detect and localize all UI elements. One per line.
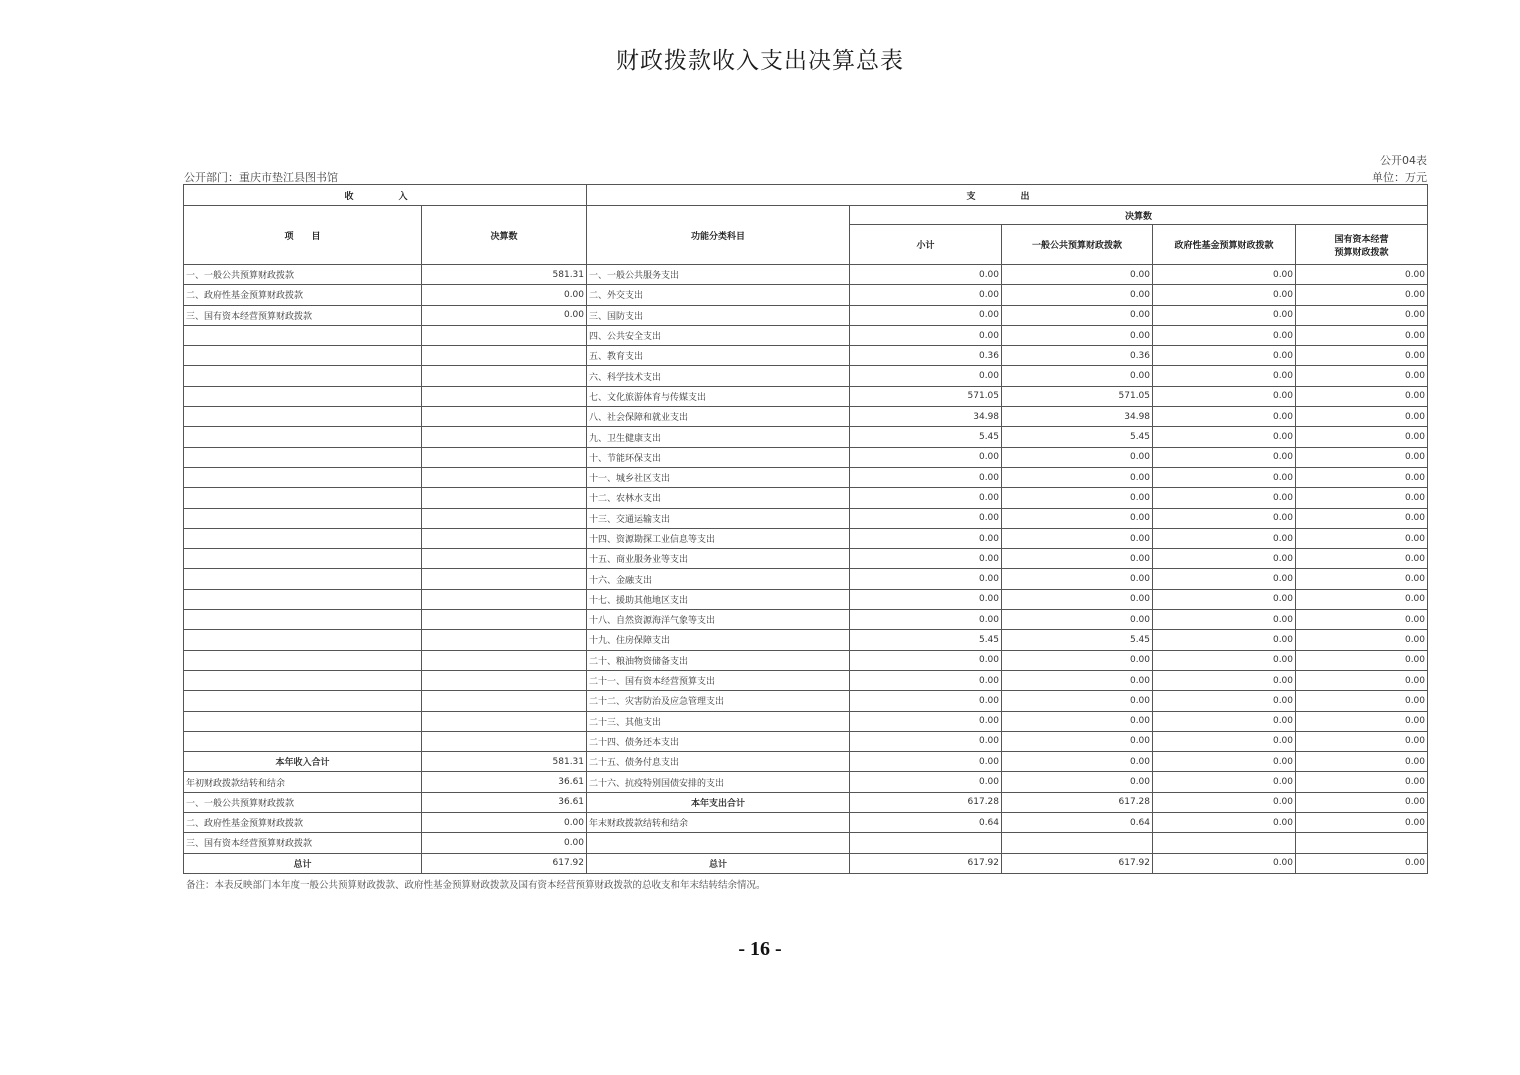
subtotal-cell: 0.00	[850, 589, 1002, 609]
income-amount-cell	[422, 346, 587, 366]
income-item-cell: 一、一般公共预算财政拨款	[184, 265, 422, 285]
fund-budget-cell: 0.00	[1153, 386, 1296, 406]
table-row	[184, 508, 1428, 528]
table-row	[184, 447, 1428, 467]
state-capital-cell	[1296, 833, 1428, 853]
income-amount-cell	[422, 670, 587, 690]
state-capital-cell: 0.00	[1296, 691, 1428, 711]
general-budget-cell: 5.45	[1002, 630, 1153, 650]
table-row	[184, 731, 1428, 751]
fund-budget-cell: 0.00	[1153, 508, 1296, 528]
state-capital-cell: 0.00	[1296, 427, 1428, 447]
income-item-cell	[184, 346, 422, 366]
subtotal-cell: 34.98	[850, 407, 1002, 427]
income-item-cell	[184, 407, 422, 427]
income-amount-cell	[422, 610, 587, 630]
fund-budget-cell: 0.00	[1153, 711, 1296, 731]
table-row	[184, 752, 1428, 772]
income-item-cell: 三、国有资本经营预算财政拨款	[184, 833, 422, 853]
table-row	[184, 386, 1428, 406]
fund-budget-cell: 0.00	[1153, 285, 1296, 305]
expense-item-cell: 十八、自然资源海洋气象等支出	[587, 610, 850, 630]
table-row	[184, 833, 1428, 853]
general-budget-cell: 571.05	[1002, 386, 1153, 406]
subtotal-cell: 0.00	[850, 285, 1002, 305]
subtotal-cell: 0.00	[850, 731, 1002, 751]
income-amount-cell	[422, 549, 587, 569]
subtotal-cell: 0.00	[850, 305, 1002, 325]
fund-budget-cell: 0.00	[1153, 630, 1296, 650]
subtotal-cell: 0.00	[850, 549, 1002, 569]
fund-budget-cell: 0.00	[1153, 589, 1296, 609]
expense-item-cell: 二十二、灾害防治及应急管理支出	[587, 691, 850, 711]
general-budget-cell: 34.98	[1002, 407, 1153, 427]
general-budget-cell: 0.00	[1002, 711, 1153, 731]
state-capital-cell: 0.00	[1296, 752, 1428, 772]
state-capital-cell: 0.00	[1296, 305, 1428, 325]
income-amount-cell: 0.00	[422, 813, 587, 833]
income-amount-cell	[422, 467, 587, 487]
fund-budget-cell: 0.00	[1153, 853, 1296, 873]
page-title: 财政拨款收入支出决算总表	[616, 48, 904, 74]
expense-item-cell: 十一、城乡社区支出	[587, 467, 850, 487]
state-header: 国有资本经营 预算财政拨款	[1296, 225, 1428, 265]
fund-budget-cell: 0.00	[1153, 792, 1296, 812]
income-item-cell	[184, 386, 422, 406]
income-amount-cell	[422, 650, 587, 670]
fund-budget-cell: 0.00	[1153, 366, 1296, 386]
general-budget-cell: 0.00	[1002, 285, 1153, 305]
income-item-cell	[184, 711, 422, 731]
income-amount-cell	[422, 691, 587, 711]
income-item-cell: 一、一般公共预算财政拨款	[184, 792, 422, 812]
department-label: 公开部门：重庆市垫江县图书馆	[184, 171, 338, 184]
fund-budget-cell: 0.00	[1153, 691, 1296, 711]
income-item-cell	[184, 325, 422, 345]
income-item-cell	[184, 366, 422, 386]
income-item-cell: 二、政府性基金预算财政拨款	[184, 285, 422, 305]
fund-budget-cell: 0.00	[1153, 731, 1296, 751]
subtotal-cell: 617.92	[850, 853, 1002, 873]
budget-table	[183, 184, 1428, 874]
state-capital-cell: 0.00	[1296, 346, 1428, 366]
income-item-cell: 年初财政拨款结转和结余	[184, 772, 422, 792]
income-item-cell	[184, 427, 422, 447]
fund-budget-cell: 0.00	[1153, 752, 1296, 772]
subtotal-cell: 0.00	[850, 528, 1002, 548]
income-amount-cell	[422, 407, 587, 427]
subtotal-cell: 5.45	[850, 630, 1002, 650]
subtotal-cell: 0.00	[850, 569, 1002, 589]
table-row	[184, 549, 1428, 569]
table-row	[184, 711, 1428, 731]
general-budget-cell: 0.00	[1002, 366, 1153, 386]
subtotal-cell: 0.00	[850, 508, 1002, 528]
subtotal-cell: 0.00	[850, 772, 1002, 792]
fund-header: 政府性基金预算财政拨款	[1153, 225, 1296, 265]
state-capital-cell: 0.00	[1296, 488, 1428, 508]
general-budget-cell: 0.00	[1002, 305, 1153, 325]
general-budget-cell: 0.00	[1002, 610, 1153, 630]
income-item-cell	[184, 549, 422, 569]
table-row	[184, 488, 1428, 508]
table-row	[184, 366, 1428, 386]
expense-item-cell: 四、公共安全支出	[587, 325, 850, 345]
income-item-cell	[184, 610, 422, 630]
income-amount-cell	[422, 711, 587, 731]
general-budget-cell: 0.00	[1002, 752, 1153, 772]
table-row	[184, 670, 1428, 690]
table-code: 公开04表	[1380, 154, 1427, 167]
state-capital-cell: 0.00	[1296, 670, 1428, 690]
table-row	[184, 569, 1428, 589]
income-amount-cell	[422, 731, 587, 751]
expense-item-cell: 十四、资源勘探工业信息等支出	[587, 528, 850, 548]
general-budget-cell: 617.92	[1002, 853, 1153, 873]
subtotal-cell: 0.00	[850, 467, 1002, 487]
unit-label: 单位：万元	[1372, 171, 1427, 184]
fund-budget-cell: 0.00	[1153, 610, 1296, 630]
table-row	[184, 650, 1428, 670]
item-header: 项 目	[184, 206, 422, 265]
expense-item-cell: 二十、粮油物资储备支出	[587, 650, 850, 670]
fund-budget-cell: 0.00	[1153, 813, 1296, 833]
table-row	[184, 792, 1428, 812]
expense-item-cell: 二十一、国有资本经营预算支出	[587, 670, 850, 690]
general-budget-cell: 0.00	[1002, 670, 1153, 690]
subtotal-cell: 0.00	[850, 711, 1002, 731]
state-capital-cell: 0.00	[1296, 366, 1428, 386]
fund-budget-cell: 0.00	[1153, 427, 1296, 447]
general-budget-cell: 0.00	[1002, 265, 1153, 285]
state-capital-cell: 0.00	[1296, 549, 1428, 569]
final-header: 决算数	[850, 206, 1428, 225]
expense-item-cell: 十三、交通运输支出	[587, 508, 850, 528]
subtotal-cell: 0.00	[850, 366, 1002, 386]
table-row	[184, 853, 1428, 873]
table-row	[184, 772, 1428, 792]
page-number: - 16 -	[738, 938, 782, 960]
expense-item-cell: 十五、商业服务业等支出	[587, 549, 850, 569]
table-row	[184, 610, 1428, 630]
general-budget-cell: 0.00	[1002, 447, 1153, 467]
income-item-cell	[184, 630, 422, 650]
income-amount-cell: 581.31	[422, 265, 587, 285]
subtotal-cell: 0.00	[850, 752, 1002, 772]
income-item-cell: 本年收入合计	[184, 752, 422, 772]
general-budget-cell: 0.00	[1002, 569, 1153, 589]
expense-item-cell: 五、教育支出	[587, 346, 850, 366]
income-item-cell	[184, 528, 422, 548]
table-row	[184, 285, 1428, 305]
expense-item-cell: 二十六、抗疫特别国债安排的支出	[587, 772, 850, 792]
fund-budget-cell: 0.00	[1153, 467, 1296, 487]
general-budget-cell: 5.45	[1002, 427, 1153, 447]
state-capital-cell: 0.00	[1296, 407, 1428, 427]
income-amount-cell: 0.00	[422, 305, 587, 325]
state-capital-cell: 0.00	[1296, 772, 1428, 792]
state-capital-cell: 0.00	[1296, 630, 1428, 650]
table-row	[184, 691, 1428, 711]
subtotal-cell: 617.28	[850, 792, 1002, 812]
state-capital-cell: 0.00	[1296, 853, 1428, 873]
income-amount-cell: 617.92	[422, 853, 587, 873]
table-row	[184, 467, 1428, 487]
table-row	[184, 346, 1428, 366]
general-budget-cell: 617.28	[1002, 792, 1153, 812]
fund-budget-cell: 0.00	[1153, 447, 1296, 467]
state-capital-cell: 0.00	[1296, 569, 1428, 589]
state-capital-cell: 0.00	[1296, 711, 1428, 731]
income-item-cell	[184, 447, 422, 467]
income-amount-cell: 36.61	[422, 772, 587, 792]
expense-item-cell: 十九、住房保障支出	[587, 630, 850, 650]
expense-item-cell: 七、文化旅游体育与传媒支出	[587, 386, 850, 406]
general-budget-cell: 0.00	[1002, 528, 1153, 548]
income-item-cell	[184, 589, 422, 609]
income-item-cell	[184, 508, 422, 528]
income-amount-cell	[422, 447, 587, 467]
general-budget-cell: 0.00	[1002, 549, 1153, 569]
fund-budget-cell: 0.00	[1153, 265, 1296, 285]
fund-budget-cell: 0.00	[1153, 488, 1296, 508]
table-row	[184, 325, 1428, 345]
income-amount-cell	[422, 528, 587, 548]
income-item-cell	[184, 691, 422, 711]
subtotal-cell	[850, 833, 1002, 853]
fund-budget-cell: 0.00	[1153, 772, 1296, 792]
subtotal-cell: 5.45	[850, 427, 1002, 447]
income-item-cell: 总计	[184, 853, 422, 873]
state-capital-cell: 0.00	[1296, 386, 1428, 406]
income-amount-cell: 36.61	[422, 792, 587, 812]
income-amount-cell	[422, 488, 587, 508]
state-capital-cell: 0.00	[1296, 589, 1428, 609]
income-item-cell	[184, 488, 422, 508]
table-row	[184, 528, 1428, 548]
general-header: 一般公共预算财政拨款	[1002, 225, 1153, 265]
fund-budget-cell: 0.00	[1153, 305, 1296, 325]
table-row	[184, 305, 1428, 325]
income-amount-cell	[422, 630, 587, 650]
table-row	[184, 589, 1428, 609]
general-budget-cell: 0.00	[1002, 325, 1153, 345]
subtotal-cell: 571.05	[850, 386, 1002, 406]
state-capital-cell: 0.00	[1296, 610, 1428, 630]
subtotal-header: 小计	[850, 225, 1002, 265]
fund-budget-cell: 0.00	[1153, 528, 1296, 548]
general-budget-cell	[1002, 833, 1153, 853]
fund-budget-cell: 0.00	[1153, 549, 1296, 569]
expense-header: 支 出	[587, 185, 1428, 206]
income-amount-cell	[422, 569, 587, 589]
subtotal-cell: 0.00	[850, 488, 1002, 508]
expense-item-cell: 二十三、其他支出	[587, 711, 850, 731]
expense-item-cell: 十七、援助其他地区支出	[587, 589, 850, 609]
income-amount-cell	[422, 325, 587, 345]
income-item-cell: 三、国有资本经营预算财政拨款	[184, 305, 422, 325]
state-capital-cell: 0.00	[1296, 731, 1428, 751]
general-budget-cell: 0.00	[1002, 731, 1153, 751]
state-capital-cell: 0.00	[1296, 265, 1428, 285]
income-item-cell	[184, 650, 422, 670]
general-budget-cell: 0.00	[1002, 467, 1153, 487]
subtotal-cell: 0.00	[850, 610, 1002, 630]
expense-item-cell: 二、外交支出	[587, 285, 850, 305]
expense-item-cell: 十、节能环保支出	[587, 447, 850, 467]
income-amount-cell	[422, 589, 587, 609]
fund-budget-cell: 0.00	[1153, 407, 1296, 427]
general-budget-cell: 0.00	[1002, 650, 1153, 670]
income-amount-cell	[422, 386, 587, 406]
expense-item-cell: 总计	[587, 853, 850, 873]
general-budget-cell: 0.00	[1002, 691, 1153, 711]
state-capital-cell: 0.00	[1296, 792, 1428, 812]
amount-header: 决算数	[422, 206, 587, 265]
footnote: 备注：本表反映部门本年度一般公共预算财政拨款、政府性基金预算财政拨款及国有资本经营预算财政拨款的总收支和年末结转结余情况。	[186, 880, 766, 891]
general-budget-cell: 0.36	[1002, 346, 1153, 366]
income-item-cell	[184, 731, 422, 751]
subtotal-cell: 0.64	[850, 813, 1002, 833]
income-amount-cell: 0.00	[422, 833, 587, 853]
income-amount-cell: 0.00	[422, 285, 587, 305]
income-amount-cell	[422, 508, 587, 528]
income-amount-cell	[422, 366, 587, 386]
expense-item-cell: 十二、农林水支出	[587, 488, 850, 508]
table-row	[184, 630, 1428, 650]
income-item-cell	[184, 467, 422, 487]
state-capital-cell: 0.00	[1296, 528, 1428, 548]
table-row	[184, 407, 1428, 427]
fund-budget-cell: 0.00	[1153, 670, 1296, 690]
fund-budget-cell: 0.00	[1153, 346, 1296, 366]
state-capital-cell: 0.00	[1296, 447, 1428, 467]
income-item-cell	[184, 569, 422, 589]
expense-item-cell: 本年支出合计	[587, 792, 850, 812]
subtotal-cell: 0.00	[850, 265, 1002, 285]
func-header: 功能分类科目	[587, 206, 850, 265]
subtotal-cell: 0.00	[850, 691, 1002, 711]
state-capital-cell: 0.00	[1296, 508, 1428, 528]
subtotal-cell: 0.00	[850, 325, 1002, 345]
fund-budget-cell: 0.00	[1153, 650, 1296, 670]
expense-item-cell: 九、卫生健康支出	[587, 427, 850, 447]
expense-item-cell: 六、科学技术支出	[587, 366, 850, 386]
general-budget-cell: 0.64	[1002, 813, 1153, 833]
general-budget-cell: 0.00	[1002, 772, 1153, 792]
subtotal-cell: 0.36	[850, 346, 1002, 366]
general-budget-cell: 0.00	[1002, 488, 1153, 508]
state-capital-cell: 0.00	[1296, 650, 1428, 670]
fund-budget-cell	[1153, 833, 1296, 853]
income-amount-cell: 581.31	[422, 752, 587, 772]
income-item-cell	[184, 670, 422, 690]
income-amount-cell	[422, 427, 587, 447]
general-budget-cell: 0.00	[1002, 589, 1153, 609]
expense-item-cell: 八、社会保障和就业支出	[587, 407, 850, 427]
fund-budget-cell: 0.00	[1153, 569, 1296, 589]
fund-budget-cell: 0.00	[1153, 325, 1296, 345]
subtotal-cell: 0.00	[850, 650, 1002, 670]
expense-item-cell: 二十五、债务付息支出	[587, 752, 850, 772]
table-row	[184, 265, 1428, 285]
state-capital-cell: 0.00	[1296, 285, 1428, 305]
state-capital-cell: 0.00	[1296, 467, 1428, 487]
general-budget-cell: 0.00	[1002, 508, 1153, 528]
expense-item-cell: 一、一般公共服务支出	[587, 265, 850, 285]
income-item-cell: 二、政府性基金预算财政拨款	[184, 813, 422, 833]
income-header: 收 入	[184, 185, 587, 206]
table-row	[184, 813, 1428, 833]
state-capital-cell: 0.00	[1296, 813, 1428, 833]
expense-item-cell: 三、国防支出	[587, 305, 850, 325]
table-row	[184, 427, 1428, 447]
expense-item-cell: 年末财政拨款结转和结余	[587, 813, 850, 833]
expense-item-cell: 二十四、债务还本支出	[587, 731, 850, 751]
state-capital-cell: 0.00	[1296, 325, 1428, 345]
expense-item-cell: 十六、金融支出	[587, 569, 850, 589]
subtotal-cell: 0.00	[850, 447, 1002, 467]
subtotal-cell: 0.00	[850, 670, 1002, 690]
expense-item-cell	[587, 833, 850, 853]
